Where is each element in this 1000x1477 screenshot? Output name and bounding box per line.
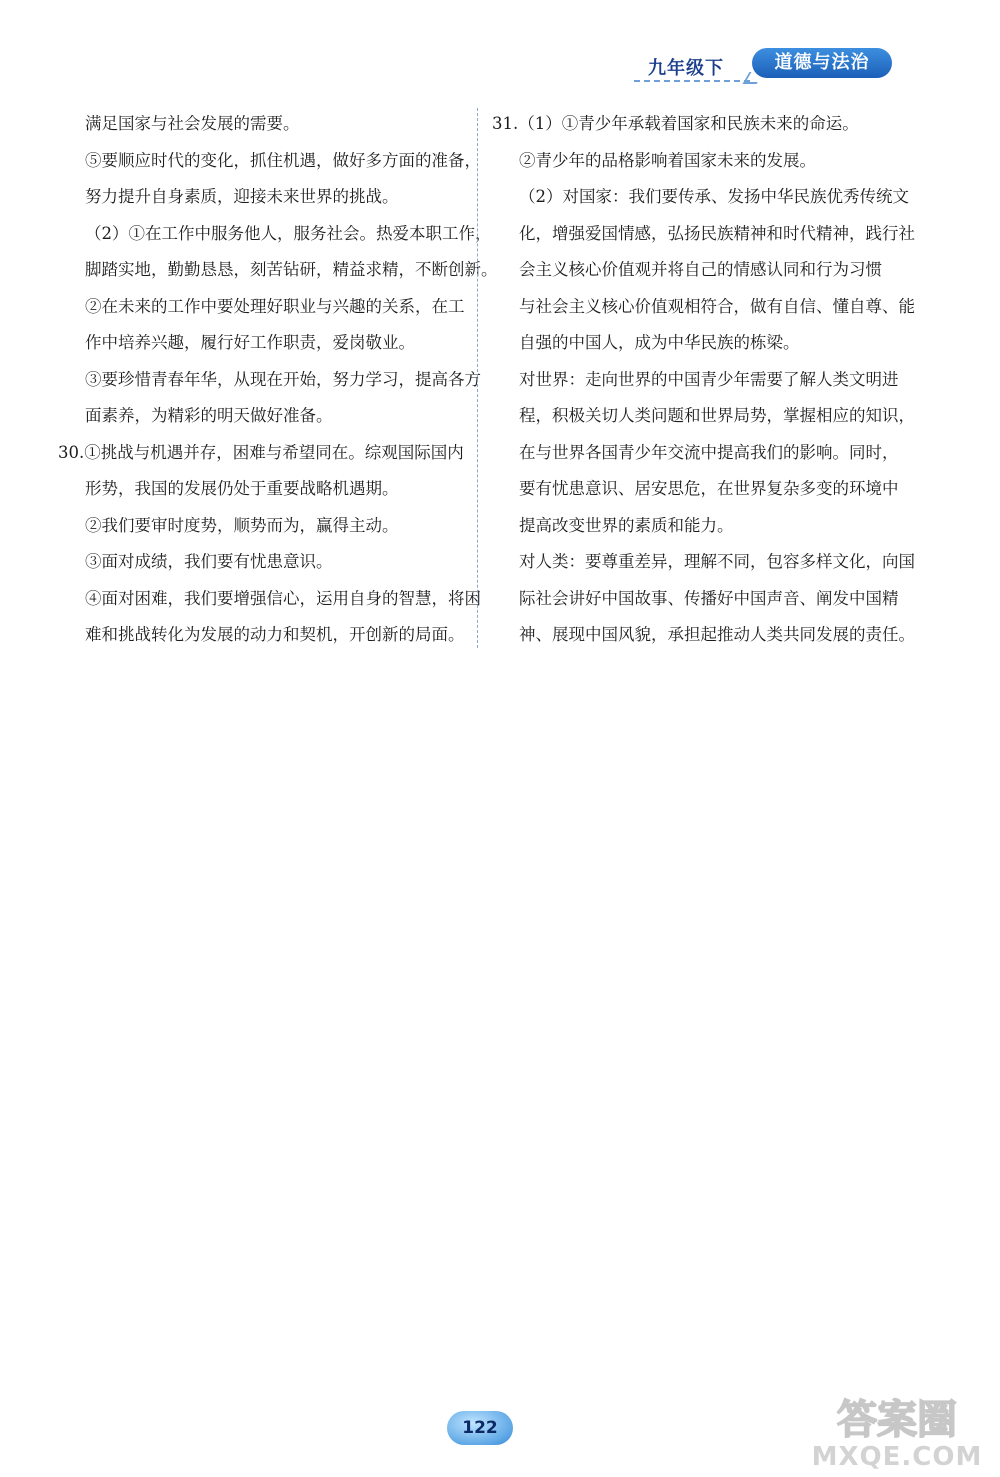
text-line: 程，积极关切人类问题和世界局势，掌握相应的知识， (519, 406, 915, 425)
header-dashed-rule (634, 80, 750, 82)
text-line: 自强的中国人，成为中华民族的栋梁。 (519, 333, 800, 352)
text-line: ②在未来的工作中要处理好职业与兴趣的关系，在工 (85, 296, 465, 316)
text-line: （2）①在工作中服务他人，服务社会。热爱本职工作， (85, 223, 492, 243)
text-line: ③要珍惜青春年华，从现在开始，努力学习，提高各方 (85, 369, 481, 389)
text-line: 化，增强爱国情感，弘扬民族精神和时代精神，践行社 (519, 223, 915, 243)
column-divider (477, 108, 478, 648)
watermark-cn-text: 答案圈 (837, 1397, 957, 1443)
text-line: 与社会主义核心价值观相符合，做有自信、懂自尊、能 (519, 296, 915, 316)
page-number: 122 (447, 1411, 513, 1445)
running-header (628, 48, 892, 88)
text-line: 形势，我国的发展仍处于重要战略机遇期。 (85, 479, 399, 498)
question-31-line: 31.（1）①青少年承载着国家和民族未来的命运。 (492, 114, 859, 133)
watermark-logo (802, 1391, 992, 1471)
watermark-url-text: MXQE.COM (811, 1442, 983, 1471)
text-line: （2）对国家：我们要传承、发扬中华民族优秀传统文 (519, 187, 909, 206)
text-line: ②青少年的品格影响着国家未来的发展。 (519, 150, 816, 170)
text-line: ②我们要审时度势，顺势而为，赢得主动。 (85, 515, 399, 535)
left-column (58, 106, 498, 654)
text-line: 难和挑战转化为发展的动力和契机，开创新的局面。 (85, 625, 465, 644)
text-line: ③面对成绩，我们要有忧患意识。 (85, 552, 333, 571)
text-line: 对世界：走向世界的中国青少年需要了解人类文明进 (519, 369, 899, 389)
question-30-line: 30.①挑战与机遇并存，困难与希望同在。综观国际国内 (58, 442, 464, 462)
text-line: 在与世界各国青少年交流中提高我们的影响。同时， (519, 442, 899, 462)
text-line: 面素养，为精彩的明天做好准备。 (85, 406, 333, 425)
text-line: 对人类：要尊重差异，理解不同，包容多样文化，向国 (519, 552, 915, 571)
text-line: 努力提升自身素质，迎接未来世界的挑战。 (85, 187, 399, 206)
text-line: ④面对困难，我们要增强信心，运用自身的智慧，将困 (85, 588, 481, 608)
text-line: ⑤要顺应时代的变化，抓住机遇，做好多方面的准备， (85, 150, 481, 170)
right-column (492, 106, 915, 654)
text-line: 脚踏实地，勤勤恳恳，刻苦钻研，精益求精，不断创新。 (85, 260, 498, 279)
text-line: 作中培养兴趣，履行好工作职责，爱岗敬业。 (85, 333, 415, 352)
text-line: 提高改变世界的素质和能力。 (519, 515, 734, 535)
subject-badge: 道德与法治 (752, 48, 892, 78)
text-line: 会主义核心价值观并将自己的情感认同和行为习惯 (519, 260, 882, 279)
grade-label: 九年级下 (648, 58, 724, 79)
text-line: 要有忧患意识、居安思危，在世界复杂多变的环境中 (519, 479, 899, 498)
text-line: 神、展现中国风貌，承担起推动人类共同发展的责任。 (519, 625, 915, 644)
text-line: 满足国家与社会发展的需要。 (85, 114, 300, 133)
text-line: 际社会讲好中国故事、传播好中国声音、阐发中国精 (519, 588, 899, 608)
